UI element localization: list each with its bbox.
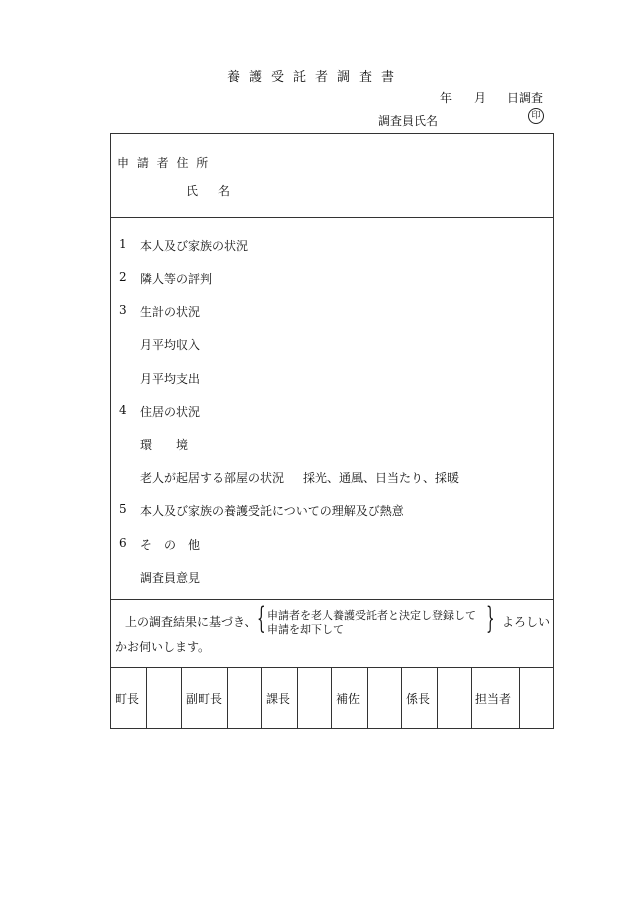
approval-divider bbox=[181, 667, 182, 728]
approval-label-mayor: 町長 bbox=[115, 692, 140, 706]
sub-item-label: 老人が起居する部屋の状況 bbox=[140, 471, 285, 485]
decision-tail: よろしい bbox=[502, 615, 551, 629]
left-brace: { bbox=[257, 601, 266, 636]
item-number: 3 bbox=[119, 303, 127, 317]
approval-label-staff: 担当者 bbox=[475, 692, 512, 706]
item-number: 4 bbox=[119, 403, 127, 417]
sub-item-detail: 採光、通風、日当たり、採暖 bbox=[303, 471, 460, 485]
date-month-label: 月 bbox=[474, 91, 487, 105]
approval-label-assistant: 補佐 bbox=[336, 692, 361, 706]
item-number: 6 bbox=[119, 536, 127, 550]
divider-decision bbox=[111, 667, 553, 668]
decision-option-register: 申請者を老人養護受託者と決定し登録して bbox=[267, 609, 476, 622]
sub-item-label: 調査員意見 bbox=[140, 571, 201, 585]
seal-mark: 印 bbox=[528, 108, 544, 124]
decision-lead: 上の調査結果に基づき、 bbox=[125, 615, 257, 629]
approval-label-unit-chief: 係長 bbox=[406, 692, 431, 706]
item-label: そ の 他 bbox=[140, 538, 201, 552]
approval-divider bbox=[261, 667, 262, 728]
applicant-name-label: 氏 名 bbox=[186, 184, 235, 198]
item-number: 1 bbox=[119, 237, 127, 251]
decision-closing: かお伺いします。 bbox=[115, 640, 211, 654]
approval-divider bbox=[227, 667, 228, 728]
approval-divider bbox=[146, 667, 147, 728]
approval-divider bbox=[519, 667, 520, 728]
approval-divider bbox=[367, 667, 368, 728]
date-year-label: 年 bbox=[440, 91, 453, 105]
sub-item-label: 環 境 bbox=[140, 438, 189, 452]
item-label: 隣人等の評判 bbox=[140, 272, 213, 286]
approval-divider bbox=[437, 667, 438, 728]
date-day-label: 日調査 bbox=[507, 91, 544, 105]
form-frame bbox=[110, 133, 554, 729]
approval-label-section-chief: 課長 bbox=[266, 692, 291, 706]
divider-items bbox=[111, 599, 553, 600]
item-label: 本人及び家族の養護受託についての理解及び熱意 bbox=[140, 504, 404, 518]
investigator-name-label: 調査員氏名 bbox=[378, 114, 439, 128]
sub-item-label: 月平均支出 bbox=[140, 372, 201, 386]
item-label: 住居の状況 bbox=[140, 405, 201, 419]
item-label: 本人及び家族の状況 bbox=[140, 239, 249, 253]
approval-divider bbox=[331, 667, 332, 728]
approval-divider bbox=[401, 667, 402, 728]
approval-divider bbox=[297, 667, 298, 728]
right-brace: } bbox=[486, 601, 495, 636]
approval-label-deputy-mayor: 副町長 bbox=[186, 692, 223, 706]
item-number: 2 bbox=[119, 270, 127, 284]
item-label: 生計の状況 bbox=[140, 305, 201, 319]
divider-applicant bbox=[111, 217, 553, 218]
decision-option-reject: 申請を却下して bbox=[267, 623, 344, 636]
approval-divider bbox=[471, 667, 472, 728]
item-number: 5 bbox=[119, 502, 127, 516]
applicant-address-label: 申 請 者 住 所 bbox=[117, 156, 211, 170]
document-title: 養護受託者調査書 bbox=[226, 70, 403, 85]
sub-item-label: 月平均収入 bbox=[140, 338, 201, 352]
